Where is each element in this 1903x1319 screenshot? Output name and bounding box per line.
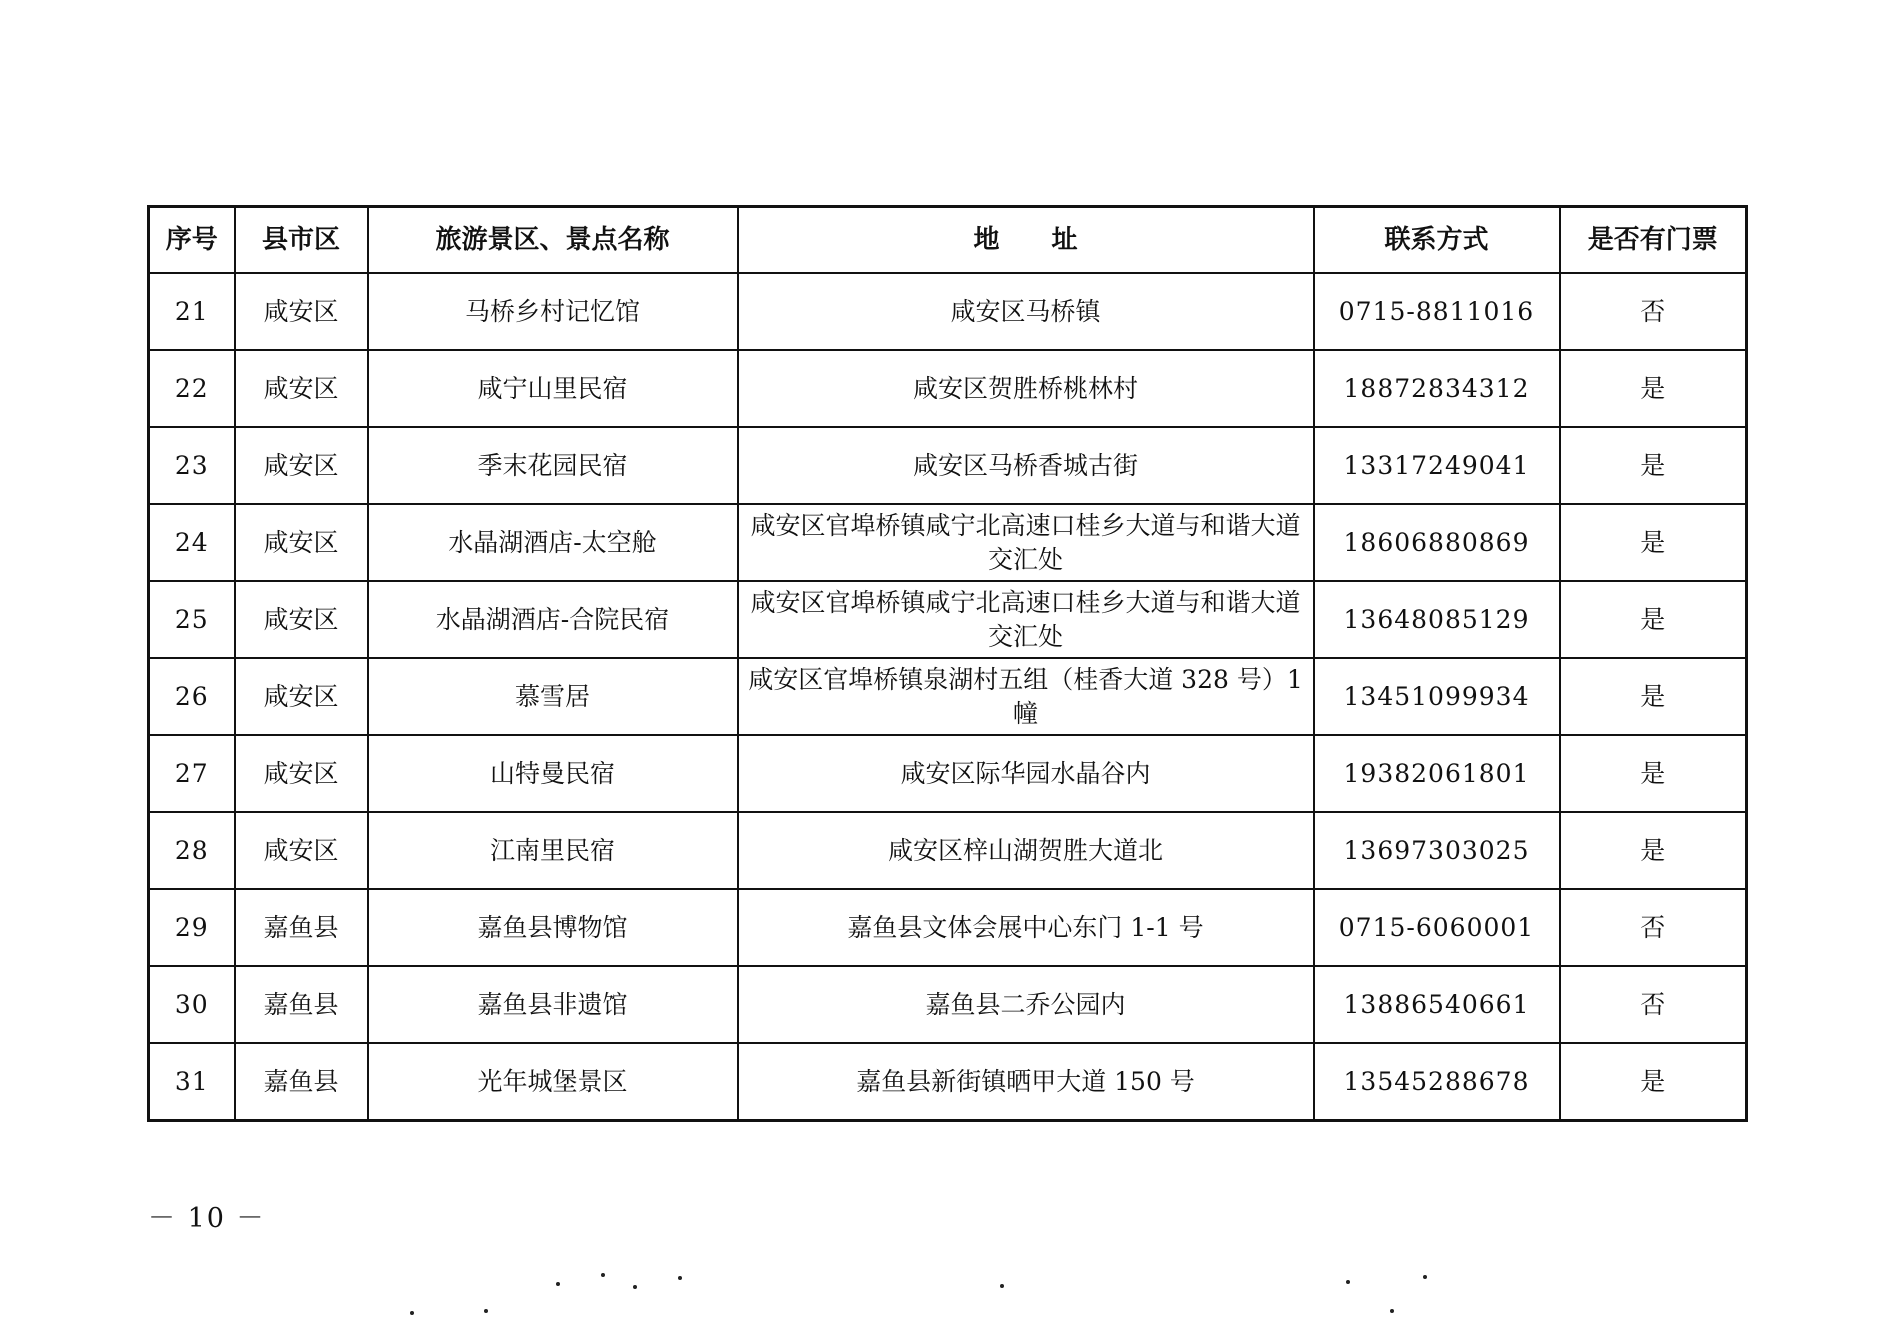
scan-speck <box>1000 1284 1004 1288</box>
table-row <box>149 427 1747 504</box>
cell-address: 咸安区贺胜桥桃林村 <box>738 350 1314 427</box>
cell-index: 23 <box>149 427 235 504</box>
cell-address: 咸安区马桥香城古街 <box>738 427 1314 504</box>
cell-name: 马桥乡村记忆馆 <box>368 273 738 350</box>
cell-contact: 13697303025 <box>1314 812 1560 889</box>
scan-speck <box>1423 1275 1427 1279</box>
cell-ticket: 是 <box>1560 581 1747 658</box>
cell-name: 嘉鱼县博物馆 <box>368 889 738 966</box>
table-row <box>149 350 1747 427</box>
cell-index: 22 <box>149 350 235 427</box>
cell-ticket: 是 <box>1560 427 1747 504</box>
cell-county: 咸安区 <box>235 350 368 427</box>
cell-index: 26 <box>149 658 235 735</box>
scenic-spots-table <box>147 205 1748 1122</box>
cell-ticket: 是 <box>1560 504 1747 581</box>
cell-contact: 19382061801 <box>1314 735 1560 812</box>
header-index: 序号 <box>149 207 235 274</box>
header-ticket: 是否有门票 <box>1560 207 1747 274</box>
cell-address: 嘉鱼县文体会展中心东门 1-1 号 <box>738 889 1314 966</box>
cell-county: 嘉鱼县 <box>235 966 368 1043</box>
table-row <box>149 658 1747 735</box>
cell-index: 31 <box>149 1043 235 1121</box>
cell-name: 水晶湖酒店-合院民宿 <box>368 581 738 658</box>
cell-county: 嘉鱼县 <box>235 889 368 966</box>
cell-address: 咸安区官埠桥镇咸宁北高速口桂乡大道与和谐大道交汇处 <box>738 581 1314 658</box>
scan-speck <box>410 1311 414 1315</box>
cell-contact: 13545288678 <box>1314 1043 1560 1121</box>
cell-name: 水晶湖酒店-太空舱 <box>368 504 738 581</box>
page-number: － 10 － <box>148 1203 266 1234</box>
cell-county: 咸安区 <box>235 273 368 350</box>
cell-county: 嘉鱼县 <box>235 1043 368 1121</box>
scan-speck <box>556 1282 560 1286</box>
cell-ticket: 否 <box>1560 889 1747 966</box>
cell-address: 嘉鱼县二乔公园内 <box>738 966 1314 1043</box>
cell-ticket: 是 <box>1560 735 1747 812</box>
table-row <box>149 735 1747 812</box>
scan-speck <box>601 1273 605 1277</box>
cell-address: 嘉鱼县新街镇晒甲大道 150 号 <box>738 1043 1314 1121</box>
table-row <box>149 889 1747 966</box>
table-header-row <box>149 207 1747 274</box>
header-contact: 联系方式 <box>1314 207 1560 274</box>
cell-name: 江南里民宿 <box>368 812 738 889</box>
cell-county: 咸安区 <box>235 735 368 812</box>
table-row <box>149 504 1747 581</box>
table-row <box>149 1043 1747 1121</box>
cell-county: 咸安区 <box>235 812 368 889</box>
cell-county: 咸安区 <box>235 504 368 581</box>
cell-index: 25 <box>149 581 235 658</box>
table-row <box>149 812 1747 889</box>
cell-address: 咸安区际华园水晶谷内 <box>738 735 1314 812</box>
cell-name: 季末花园民宿 <box>368 427 738 504</box>
cell-county: 咸安区 <box>235 427 368 504</box>
cell-contact: 13886540661 <box>1314 966 1560 1043</box>
cell-ticket: 是 <box>1560 350 1747 427</box>
cell-contact: 0715-6060001 <box>1314 889 1560 966</box>
cell-index: 21 <box>149 273 235 350</box>
cell-ticket: 是 <box>1560 812 1747 889</box>
cell-address: 咸安区梓山湖贺胜大道北 <box>738 812 1314 889</box>
scan-speck <box>678 1276 682 1280</box>
scan-speck <box>484 1309 488 1313</box>
cell-contact: 0715-8811016 <box>1314 273 1560 350</box>
cell-name: 咸宁山里民宿 <box>368 350 738 427</box>
table-row <box>149 581 1747 658</box>
cell-contact: 18606880869 <box>1314 504 1560 581</box>
cell-index: 29 <box>149 889 235 966</box>
cell-index: 24 <box>149 504 235 581</box>
cell-name: 山特曼民宿 <box>368 735 738 812</box>
table-row <box>149 273 1747 350</box>
cell-index: 28 <box>149 812 235 889</box>
header-name: 旅游景区、景点名称 <box>368 207 738 274</box>
cell-name: 嘉鱼县非遗馆 <box>368 966 738 1043</box>
scan-speck <box>1390 1309 1394 1313</box>
cell-index: 30 <box>149 966 235 1043</box>
cell-contact: 13317249041 <box>1314 427 1560 504</box>
cell-ticket: 是 <box>1560 658 1747 735</box>
cell-address: 咸安区官埠桥镇泉湖村五组（桂香大道 328 号）1 幢 <box>738 658 1314 735</box>
table-row <box>149 966 1747 1043</box>
cell-ticket: 是 <box>1560 1043 1747 1121</box>
cell-name: 光年城堡景区 <box>368 1043 738 1121</box>
cell-index: 27 <box>149 735 235 812</box>
cell-name: 慕雪居 <box>368 658 738 735</box>
header-address: 地 址 <box>738 207 1314 274</box>
header-county: 县市区 <box>235 207 368 274</box>
cell-contact: 13451099934 <box>1314 658 1560 735</box>
cell-address: 咸安区官埠桥镇咸宁北高速口桂乡大道与和谐大道交汇处 <box>738 504 1314 581</box>
cell-contact: 18872834312 <box>1314 350 1560 427</box>
scan-speck <box>633 1285 637 1289</box>
cell-address: 咸安区马桥镇 <box>738 273 1314 350</box>
scan-speck <box>1346 1280 1350 1284</box>
cell-contact: 13648085129 <box>1314 581 1560 658</box>
cell-county: 咸安区 <box>235 581 368 658</box>
cell-county: 咸安区 <box>235 658 368 735</box>
cell-ticket: 否 <box>1560 273 1747 350</box>
cell-ticket: 否 <box>1560 966 1747 1043</box>
